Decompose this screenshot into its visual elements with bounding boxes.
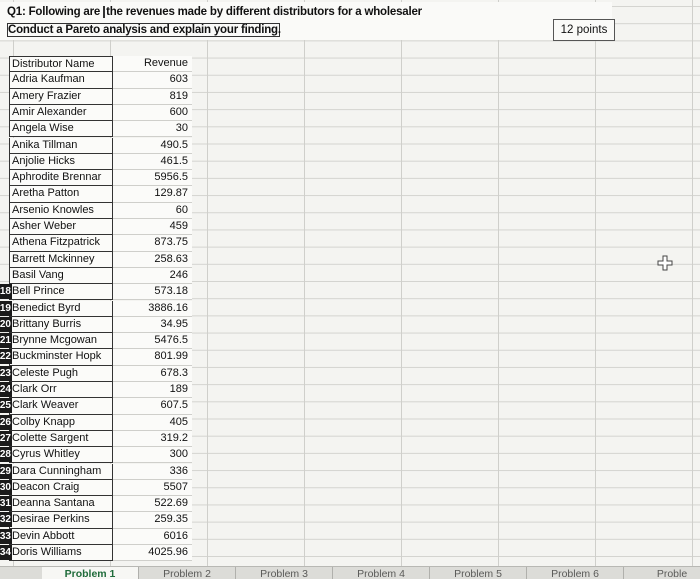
- revenue-cell[interactable]: 5507: [113, 480, 192, 496]
- revenue-cell[interactable]: 522.69: [113, 496, 192, 512]
- distributor-name-cell[interactable]: Angela Wise: [9, 121, 113, 137]
- distributor-name-cell[interactable]: Cyrus Whitley: [9, 447, 113, 463]
- revenue-cell[interactable]: 319.2: [113, 431, 192, 447]
- row-number[interactable]: 22: [0, 349, 12, 364]
- table-row: [0, 317, 192, 333]
- table-row: [0, 529, 192, 545]
- table-row: [9, 186, 192, 202]
- sheet-tab[interactable]: Problem 6: [551, 568, 599, 579]
- distributor-name-cell[interactable]: Amir Alexander: [9, 105, 113, 121]
- distributor-name-cell[interactable]: Adria Kaufman: [9, 72, 113, 88]
- table-row: [0, 496, 192, 512]
- plus-cross-icon: [657, 255, 673, 271]
- table-row: [0, 366, 192, 382]
- revenue-cell[interactable]: 801.99: [113, 349, 192, 365]
- revenue-cell[interactable]: 30: [113, 121, 192, 137]
- table-row: [0, 545, 192, 561]
- revenue-cell[interactable]: 246: [113, 268, 192, 284]
- revenue-cell[interactable]: 873.75: [113, 235, 192, 251]
- table-row: [9, 268, 192, 284]
- distributor-name-cell[interactable]: Aphrodite Brennar: [9, 170, 113, 186]
- row-number[interactable]: 24: [0, 382, 12, 397]
- row-number[interactable]: 26: [0, 415, 12, 430]
- distributor-name-cell[interactable]: Bell Prince: [9, 284, 113, 300]
- revenue-cell[interactable]: 129.87: [113, 186, 192, 202]
- table-row: [9, 105, 192, 121]
- distributor-name-cell[interactable]: Doris Williams: [9, 545, 113, 561]
- revenue-cell[interactable]: 5956.5: [113, 170, 192, 186]
- sheet-tab[interactable]: Proble: [656, 568, 688, 579]
- row-number[interactable]: 29: [0, 464, 12, 479]
- table-row: [0, 284, 192, 300]
- row-number[interactable]: 18: [0, 284, 12, 299]
- header-distributor-name[interactable]: Distributor Name: [9, 56, 113, 72]
- distributor-name-cell[interactable]: Deacon Craig: [9, 480, 113, 496]
- distributor-name-cell[interactable]: Colette Sargent: [9, 431, 113, 447]
- header-revenue[interactable]: Revenue: [113, 56, 192, 72]
- row-number[interactable]: 30: [0, 480, 12, 495]
- revenue-cell[interactable]: 490.5: [113, 138, 192, 154]
- row-number[interactable]: 34: [0, 545, 12, 560]
- distributor-name-cell[interactable]: Deanna Santana: [9, 496, 113, 512]
- distributor-name-cell[interactable]: Anika Tillman: [9, 138, 113, 154]
- table-row: [9, 170, 192, 186]
- distributor-name-cell[interactable]: Brynne Mcgowan: [9, 333, 113, 349]
- table-row: [9, 72, 192, 88]
- distributor-name-cell[interactable]: Desirae Perkins: [9, 512, 113, 528]
- table-row: [9, 235, 192, 251]
- row-number[interactable]: 25: [0, 398, 12, 413]
- revenue-cell[interactable]: 300: [113, 447, 192, 463]
- row-number[interactable]: 31: [0, 496, 12, 511]
- table-row: [0, 349, 192, 365]
- table-row: [0, 382, 192, 398]
- table-row: [0, 480, 192, 496]
- table-header-row: [9, 56, 192, 72]
- revenue-cell[interactable]: 5476.5: [113, 333, 192, 349]
- distributor-name-cell[interactable]: Basil Vang: [9, 268, 113, 284]
- revenue-cell[interactable]: 573.18: [113, 284, 192, 300]
- row-number[interactable]: 33: [0, 529, 12, 544]
- revenue-cell[interactable]: 600: [113, 105, 192, 121]
- table-row: [0, 431, 192, 447]
- distributor-name-cell[interactable]: Celeste Pugh: [9, 366, 113, 382]
- sheet-tab[interactable]: Problem 5: [454, 568, 502, 579]
- revenue-cell[interactable]: 461.5: [113, 154, 192, 170]
- table-row: [0, 398, 192, 414]
- row-number[interactable]: 32: [0, 512, 12, 527]
- distributor-name-cell[interactable]: Athena Fitzpatrick: [9, 235, 113, 251]
- question-text: the revenues made by different distributors for a wholesaler: [103, 6, 422, 18]
- table-row: [9, 203, 192, 219]
- table-row: [0, 301, 192, 317]
- sheet-tab[interactable]: Problem 1: [42, 567, 138, 579]
- revenue-cell[interactable]: 3886.16: [113, 301, 192, 317]
- distributor-name-cell[interactable]: Benedict Byrd: [9, 301, 113, 317]
- sheet-tab[interactable]: Problem 4: [357, 568, 405, 579]
- table-row: [9, 89, 192, 105]
- distributor-name-cell[interactable]: Amery Frazier: [9, 89, 113, 105]
- distributor-name-cell[interactable]: Dara Cunningham: [9, 464, 113, 480]
- question-line-1[interactable]: [7, 6, 422, 18]
- distributor-name-cell[interactable]: Brittany Burris: [9, 317, 113, 333]
- distributor-name-cell[interactable]: Aretha Patton: [9, 186, 113, 202]
- table-row: [0, 464, 192, 480]
- table-row: [9, 252, 192, 268]
- sheet-tab[interactable]: Problem 3: [260, 568, 308, 579]
- sheet-tab[interactable]: Problem 2: [163, 568, 211, 579]
- row-number[interactable]: 27: [0, 431, 12, 446]
- revenue-cell[interactable]: 189: [113, 382, 192, 398]
- distributor-name-cell[interactable]: Clark Orr: [9, 382, 113, 398]
- revenue-cell[interactable]: 607.5: [113, 398, 192, 414]
- row-number[interactable]: 20: [0, 317, 12, 332]
- revenue-cell[interactable]: 678.3: [113, 366, 192, 382]
- table-row: [0, 333, 192, 349]
- distributor-name-cell[interactable]: Clark Weaver: [9, 398, 113, 414]
- revenue-cell[interactable]: 60: [113, 203, 192, 219]
- question-prefix: Q1: Following are: [7, 6, 101, 18]
- distributor-name-cell[interactable]: Devin Abbott: [9, 529, 113, 545]
- table-row: [0, 415, 192, 431]
- table-row: [0, 512, 192, 528]
- revenue-cell[interactable]: 603: [113, 72, 192, 88]
- revenue-cell[interactable]: 6016: [113, 529, 192, 545]
- revenue-cell[interactable]: 336: [113, 464, 192, 480]
- table-row: [0, 447, 192, 463]
- revenue-cell[interactable]: 258.63: [113, 252, 192, 268]
- distributor-name-cell[interactable]: Colby Knapp: [9, 415, 113, 431]
- revenue-cell[interactable]: 259.35: [113, 512, 192, 528]
- table-row: [9, 154, 192, 170]
- row-number[interactable]: 28: [0, 447, 12, 462]
- revenue-cell[interactable]: 34.95: [113, 317, 192, 333]
- points-cell[interactable]: 12 points: [553, 19, 615, 41]
- table-row: [9, 121, 192, 137]
- distributor-name-cell[interactable]: Barrett Mckinney: [9, 252, 113, 268]
- table-row: [9, 219, 192, 235]
- distributor-name-cell[interactable]: Arsenio Knowles: [9, 203, 113, 219]
- row-number[interactable]: 21: [0, 333, 12, 348]
- table-row: [9, 138, 192, 154]
- sheet-tabs-bar: [0, 566, 700, 579]
- revenue-cell[interactable]: 459: [113, 219, 192, 235]
- distributor-name-cell[interactable]: Buckminster Hopk: [9, 349, 113, 365]
- row-number[interactable]: 23: [0, 366, 12, 381]
- row-number[interactable]: 19: [0, 301, 12, 316]
- revenue-cell[interactable]: 405: [113, 415, 192, 431]
- revenue-cell[interactable]: 819: [113, 89, 192, 105]
- revenue-cell[interactable]: 4025.96: [113, 545, 192, 561]
- question-header: [0, 2, 612, 40]
- distributor-name-cell[interactable]: Asher Weber: [9, 219, 113, 235]
- question-line-2[interactable]: Conduct a Pareto analysis and explain your finding.: [8, 24, 281, 36]
- distributor-name-cell[interactable]: Anjolie Hicks: [9, 154, 113, 170]
